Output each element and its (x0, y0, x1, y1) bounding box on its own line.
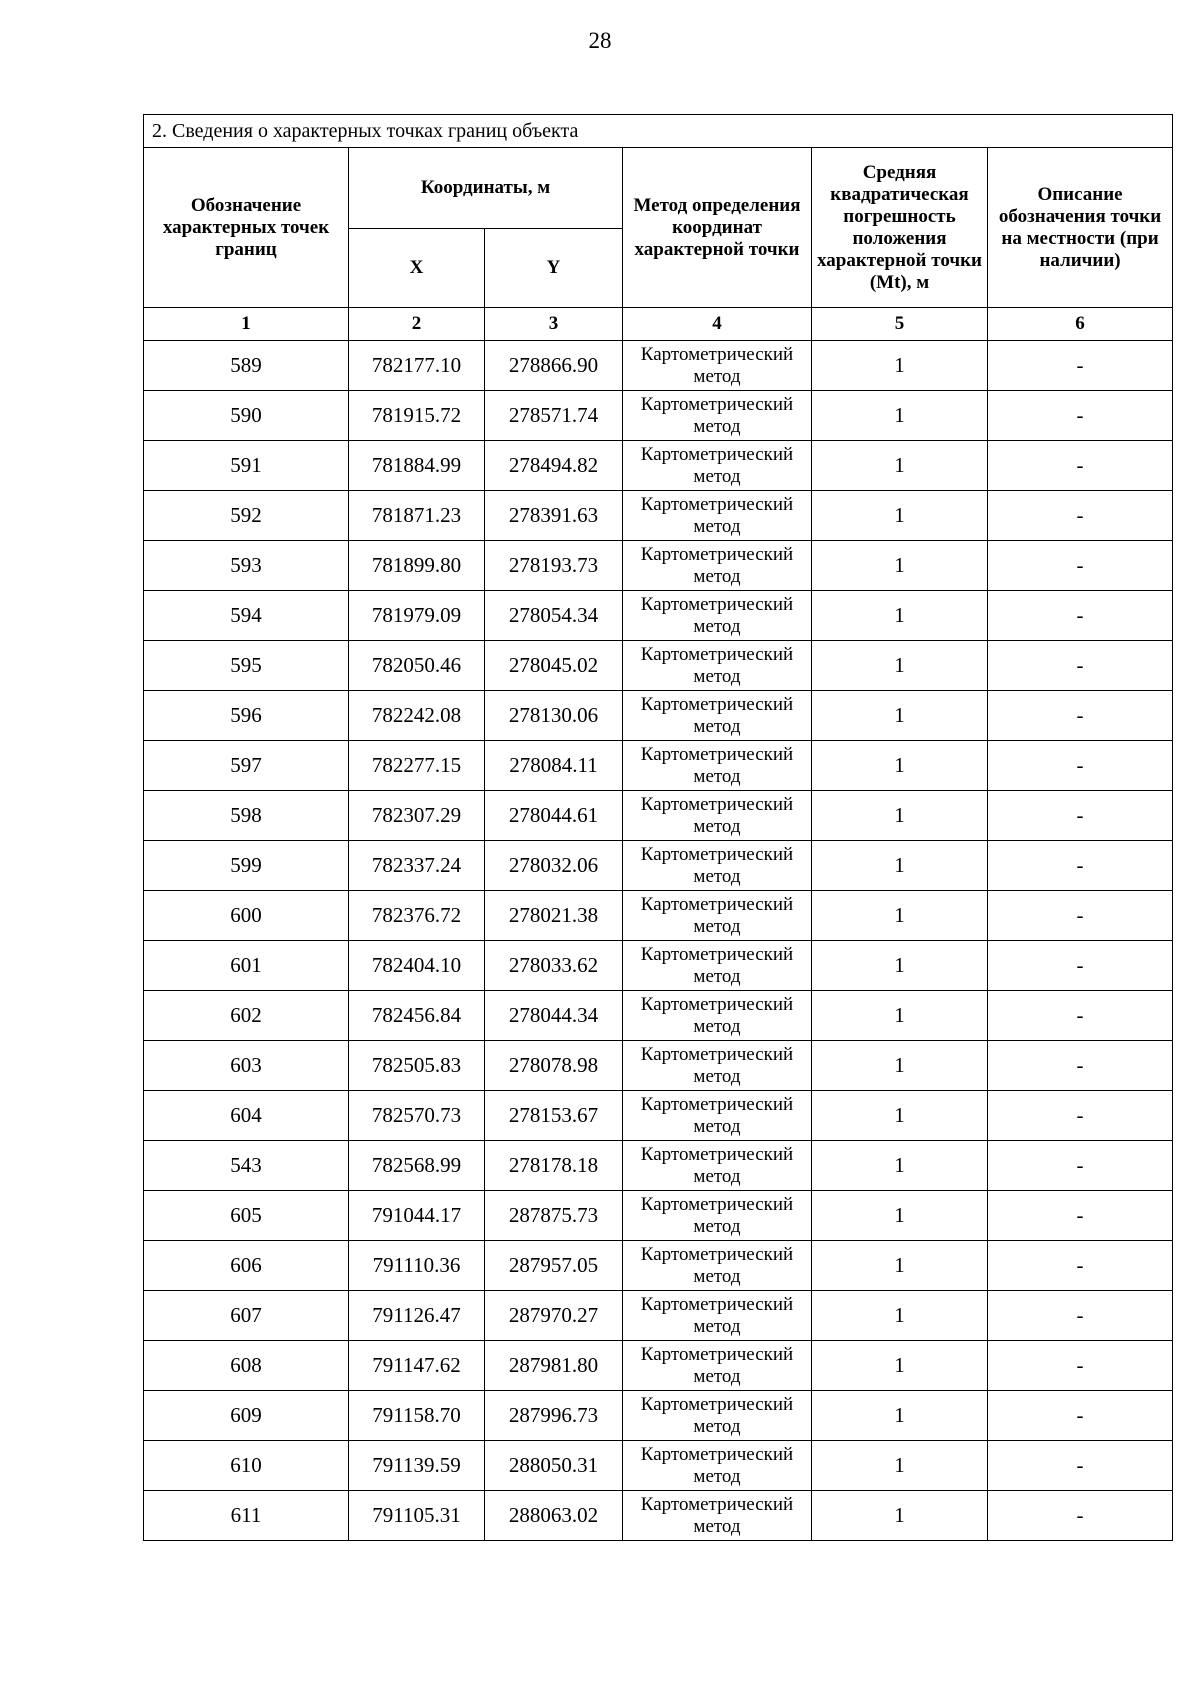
accuracy-cell: 1 (812, 841, 988, 891)
column-number: 3 (485, 308, 623, 341)
method-cell (623, 641, 812, 691)
description-cell: - (988, 1041, 1173, 1091)
y-coordinate-cell: 278866.90 (485, 341, 623, 391)
method-text: метод (693, 1115, 741, 1137)
column-number: 4 (623, 308, 812, 341)
y-coordinate-cell: 287996.73 (485, 1391, 623, 1441)
table-row (144, 991, 1173, 1041)
point-number-cell: 603 (144, 1041, 349, 1091)
table-row (144, 941, 1173, 991)
description-cell: - (988, 1491, 1173, 1541)
method-text: метод (693, 665, 741, 687)
y-coordinate-cell: 278084.11 (485, 741, 623, 791)
point-number-cell: 606 (144, 1241, 349, 1291)
table-row (144, 341, 1173, 391)
method-cell (623, 791, 812, 841)
method-text: метод (693, 565, 741, 587)
method-text: Картометрический (640, 643, 794, 665)
accuracy-cell: 1 (812, 1091, 988, 1141)
y-coordinate-cell: 287970.27 (485, 1291, 623, 1341)
method-cell (623, 1391, 812, 1441)
x-coordinate-cell: 781899.80 (349, 541, 485, 591)
point-number-cell: 604 (144, 1091, 349, 1141)
table-row (144, 1091, 1173, 1141)
y-coordinate-cell: 288063.02 (485, 1491, 623, 1541)
description-cell: - (988, 741, 1173, 791)
method-text: метод (693, 765, 741, 787)
description-cell: - (988, 691, 1173, 741)
accuracy-cell: 1 (812, 1141, 988, 1191)
method-text: метод (693, 415, 741, 437)
method-text: метод (693, 865, 741, 887)
method-text: Картометрический (640, 1343, 794, 1365)
column-number: 2 (349, 308, 485, 341)
boundary-points-table (143, 114, 1173, 1541)
table-row (144, 741, 1173, 791)
y-coordinate-cell: 278032.06 (485, 841, 623, 891)
accuracy-cell: 1 (812, 641, 988, 691)
method-cell (623, 591, 812, 641)
description-cell: - (988, 341, 1173, 391)
method-cell (623, 541, 812, 591)
description-cell: - (988, 791, 1173, 841)
description-cell: - (988, 1391, 1173, 1441)
method-cell (623, 1441, 812, 1491)
header-accuracy: Средняя квадратическая погрешность положения характерной точки (Mt), м (812, 148, 988, 308)
table-row (144, 841, 1173, 891)
point-number-cell: 600 (144, 891, 349, 941)
method-cell (623, 1191, 812, 1241)
accuracy-cell: 1 (812, 1441, 988, 1491)
x-coordinate-cell: 791044.17 (349, 1191, 485, 1241)
point-number-cell: 589 (144, 341, 349, 391)
method-cell (623, 1291, 812, 1341)
method-text: Картометрический (640, 1193, 794, 1215)
accuracy-cell: 1 (812, 941, 988, 991)
method-text: Картометрический (640, 943, 794, 965)
accuracy-cell: 1 (812, 1041, 988, 1091)
table-row (144, 591, 1173, 641)
point-number-cell: 605 (144, 1191, 349, 1241)
method-text: Картометрический (640, 493, 794, 515)
accuracy-cell: 1 (812, 1491, 988, 1541)
x-coordinate-cell: 782242.08 (349, 691, 485, 741)
method-cell (623, 741, 812, 791)
accuracy-cell: 1 (812, 441, 988, 491)
table-row (144, 1391, 1173, 1441)
x-coordinate-cell: 782050.46 (349, 641, 485, 691)
y-coordinate-cell: 278044.61 (485, 791, 623, 841)
accuracy-cell: 1 (812, 991, 988, 1041)
point-number-cell: 598 (144, 791, 349, 841)
method-text: Картометрический (640, 843, 794, 865)
method-text: Картометрический (640, 1393, 794, 1415)
y-coordinate-cell: 278078.98 (485, 1041, 623, 1091)
x-coordinate-cell: 781979.09 (349, 591, 485, 641)
method-cell (623, 691, 812, 741)
method-cell (623, 491, 812, 541)
method-text: метод (693, 465, 741, 487)
method-cell (623, 991, 812, 1041)
table-body (144, 341, 1173, 1541)
description-cell: - (988, 1291, 1173, 1341)
point-number-cell: 596 (144, 691, 349, 741)
point-number-cell: 608 (144, 1341, 349, 1391)
description-cell: - (988, 1441, 1173, 1491)
header-point-designation: Обозначение характерных точек границ (144, 148, 349, 308)
page-number: 28 (588, 28, 612, 53)
x-coordinate-cell: 781871.23 (349, 491, 485, 541)
method-text: метод (693, 1065, 741, 1087)
y-coordinate-cell: 278054.34 (485, 591, 623, 641)
table-row (144, 441, 1173, 491)
x-coordinate-cell: 782177.10 (349, 341, 485, 391)
header-coordinates: Координаты, м (349, 148, 623, 229)
description-cell: - (988, 491, 1173, 541)
y-coordinate-cell: 278153.67 (485, 1091, 623, 1141)
table-row (144, 1341, 1173, 1391)
accuracy-cell: 1 (812, 1341, 988, 1391)
table-row (144, 1491, 1173, 1541)
description-cell: - (988, 1191, 1173, 1241)
method-text: Картометрический (640, 593, 794, 615)
method-text: метод (693, 1165, 741, 1187)
y-coordinate-cell: 278033.62 (485, 941, 623, 991)
table-row (144, 791, 1173, 841)
x-coordinate-cell: 782337.24 (349, 841, 485, 891)
x-coordinate-cell: 782376.72 (349, 891, 485, 941)
description-cell: - (988, 591, 1173, 641)
accuracy-cell: 1 (812, 341, 988, 391)
method-text: метод (693, 1315, 741, 1337)
accuracy-cell: 1 (812, 891, 988, 941)
method-text: Картометрический (640, 443, 794, 465)
method-text: Картометрический (640, 1443, 794, 1465)
column-number: 5 (812, 308, 988, 341)
x-coordinate-cell: 791158.70 (349, 1391, 485, 1441)
description-cell: - (988, 841, 1173, 891)
y-coordinate-cell: 278021.38 (485, 891, 623, 941)
method-text: метод (693, 615, 741, 637)
x-coordinate-cell: 791126.47 (349, 1291, 485, 1341)
method-cell (623, 1041, 812, 1091)
method-text: метод (693, 915, 741, 937)
table-row (144, 891, 1173, 941)
method-text: Картометрический (640, 1093, 794, 1115)
method-text: Картометрический (640, 793, 794, 815)
method-text: метод (693, 1215, 741, 1237)
y-coordinate-cell: 278494.82 (485, 441, 623, 491)
y-coordinate-cell: 288050.31 (485, 1441, 623, 1491)
section-title: 2. Сведения о характерных точках границ объекта (144, 115, 1173, 148)
accuracy-cell: 1 (812, 491, 988, 541)
description-cell: - (988, 891, 1173, 941)
method-text: Картометрический (640, 1243, 794, 1265)
table-row (144, 641, 1173, 691)
y-coordinate-cell: 278130.06 (485, 691, 623, 741)
description-cell: - (988, 1341, 1173, 1391)
accuracy-cell: 1 (812, 791, 988, 841)
accuracy-cell: 1 (812, 391, 988, 441)
y-coordinate-cell: 278045.02 (485, 641, 623, 691)
point-number-cell: 591 (144, 441, 349, 491)
method-text: метод (693, 1015, 741, 1037)
x-coordinate-cell: 791105.31 (349, 1491, 485, 1541)
point-number-cell: 590 (144, 391, 349, 441)
point-number-cell: 597 (144, 741, 349, 791)
point-number-cell: 543 (144, 1141, 349, 1191)
point-number-cell: 610 (144, 1441, 349, 1491)
x-coordinate-cell: 782456.84 (349, 991, 485, 1041)
method-cell (623, 1241, 812, 1291)
method-text: Картометрический (640, 743, 794, 765)
header-x: X (349, 229, 485, 308)
method-text: Картометрический (640, 1043, 794, 1065)
table-row (144, 1041, 1173, 1091)
table-row (144, 391, 1173, 441)
method-text: метод (693, 1465, 741, 1487)
column-number: 1 (144, 308, 349, 341)
method-cell (623, 1091, 812, 1141)
description-cell: - (988, 1091, 1173, 1141)
x-coordinate-cell: 782570.73 (349, 1091, 485, 1141)
method-cell (623, 941, 812, 991)
y-coordinate-cell: 287957.05 (485, 1241, 623, 1291)
column-number: 6 (988, 308, 1173, 341)
accuracy-cell: 1 (812, 741, 988, 791)
table-row (144, 1191, 1173, 1241)
y-coordinate-cell: 278391.63 (485, 491, 623, 541)
method-cell (623, 1141, 812, 1191)
point-number-cell: 607 (144, 1291, 349, 1341)
description-cell: - (988, 441, 1173, 491)
method-text: метод (693, 1265, 741, 1287)
method-cell (623, 1341, 812, 1391)
x-coordinate-cell: 782568.99 (349, 1141, 485, 1191)
method-text: Картометрический (640, 693, 794, 715)
point-number-cell: 602 (144, 991, 349, 1041)
accuracy-cell: 1 (812, 1241, 988, 1291)
table-row (144, 1241, 1173, 1291)
header-y: Y (485, 229, 623, 308)
accuracy-cell: 1 (812, 1291, 988, 1341)
description-cell: - (988, 641, 1173, 691)
point-number-cell: 592 (144, 491, 349, 541)
x-coordinate-cell: 791110.36 (349, 1241, 485, 1291)
point-number-cell: 599 (144, 841, 349, 891)
point-number-cell: 611 (144, 1491, 349, 1541)
method-text: Картометрический (640, 343, 794, 365)
point-number-cell: 594 (144, 591, 349, 641)
method-cell (623, 441, 812, 491)
table-row (144, 1141, 1173, 1191)
x-coordinate-cell: 782277.15 (349, 741, 485, 791)
x-coordinate-cell: 782505.83 (349, 1041, 485, 1091)
x-coordinate-cell: 791139.59 (349, 1441, 485, 1491)
x-coordinate-cell: 781884.99 (349, 441, 485, 491)
description-cell: - (988, 1241, 1173, 1291)
method-cell (623, 841, 812, 891)
method-cell (623, 341, 812, 391)
x-coordinate-cell: 782307.29 (349, 791, 485, 841)
y-coordinate-cell: 287981.80 (485, 1341, 623, 1391)
x-coordinate-cell: 791147.62 (349, 1341, 485, 1391)
table-row (144, 541, 1173, 591)
method-text: метод (693, 1365, 741, 1387)
description-cell: - (988, 391, 1173, 441)
x-coordinate-cell: 782404.10 (349, 941, 485, 991)
accuracy-cell: 1 (812, 1391, 988, 1441)
method-cell (623, 391, 812, 441)
table-row (144, 691, 1173, 741)
method-text: Картометрический (640, 1143, 794, 1165)
y-coordinate-cell: 278178.18 (485, 1141, 623, 1191)
x-coordinate-cell: 781915.72 (349, 391, 485, 441)
method-text: метод (693, 515, 741, 537)
point-number-cell: 595 (144, 641, 349, 691)
method-text: метод (693, 1515, 741, 1537)
y-coordinate-cell: 287875.73 (485, 1191, 623, 1241)
method-text: Картометрический (640, 993, 794, 1015)
y-coordinate-cell: 278193.73 (485, 541, 623, 591)
description-cell: - (988, 541, 1173, 591)
description-cell: - (988, 991, 1173, 1041)
method-text: метод (693, 365, 741, 387)
method-text: метод (693, 815, 741, 837)
method-cell (623, 891, 812, 941)
description-cell: - (988, 941, 1173, 991)
method-text: Картометрический (640, 1293, 794, 1315)
method-text: Картометрический (640, 893, 794, 915)
point-number-cell: 593 (144, 541, 349, 591)
table-row (144, 1291, 1173, 1341)
header-method: Метод определения координат характерной точки (623, 148, 812, 308)
accuracy-cell: 1 (812, 541, 988, 591)
method-text: метод (693, 1415, 741, 1437)
header-description: Описание обозначения точки на местности (при наличии) (988, 148, 1173, 308)
accuracy-cell: 1 (812, 591, 988, 641)
method-text: Картометрический (640, 1493, 794, 1515)
description-cell: - (988, 1141, 1173, 1191)
method-text: метод (693, 715, 741, 737)
y-coordinate-cell: 278044.34 (485, 991, 623, 1041)
accuracy-cell: 1 (812, 1191, 988, 1241)
point-number-cell: 609 (144, 1391, 349, 1441)
table-row (144, 491, 1173, 541)
method-text: метод (693, 965, 741, 987)
point-number-cell: 601 (144, 941, 349, 991)
accuracy-cell: 1 (812, 691, 988, 741)
table-row (144, 1441, 1173, 1491)
method-text: Картометрический (640, 543, 794, 565)
method-cell (623, 1491, 812, 1541)
method-text: Картометрический (640, 393, 794, 415)
y-coordinate-cell: 278571.74 (485, 391, 623, 441)
